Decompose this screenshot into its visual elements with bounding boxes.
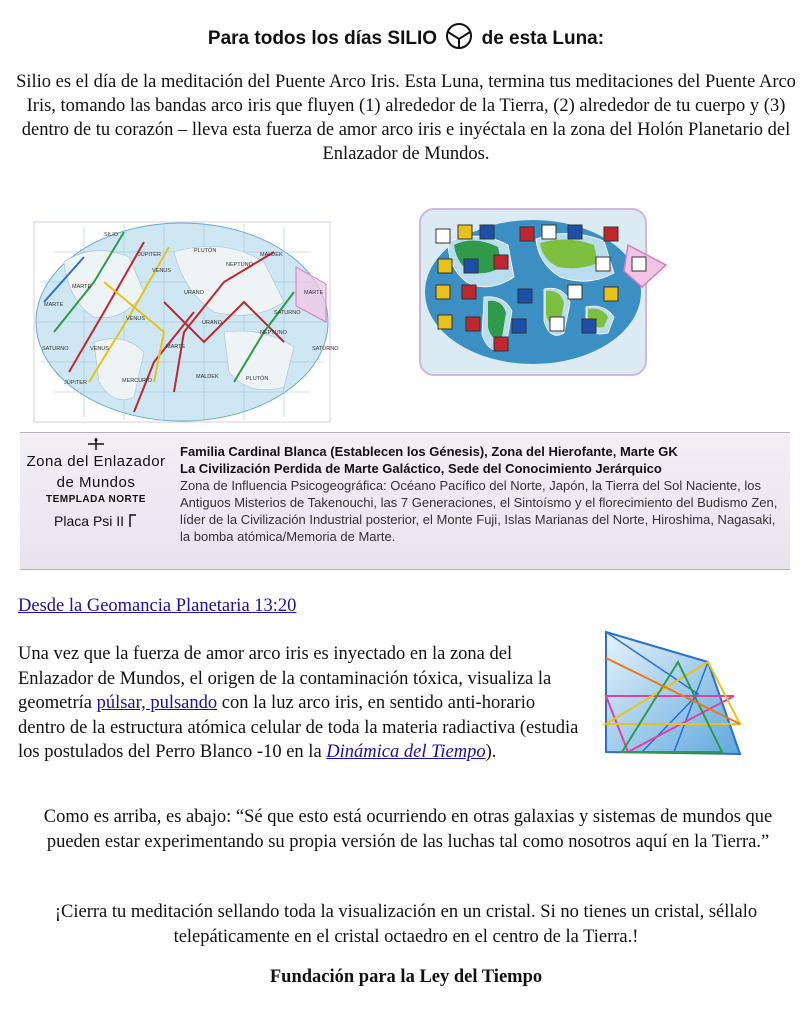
map-label: PLUTÓN (246, 376, 269, 382)
as-above-paragraph: Como es arriba, es abajo: “Sé que esto está ocurriendo en otras galaxias y sistemas de mundos que pueden estar experimentando su propia versión de las luchas tal como nosotros aquí en la Tierra.” (43, 807, 773, 852)
map-label: JÚPITER (64, 380, 87, 386)
map-label: JÚPITER (138, 252, 161, 258)
closing-paragraph: ¡Cierra tu meditación sellando toda la visualización en un cristal. Si no tienes un cristal, séllalo telepáticamente en el cristal octaedro en el centro de la Tierra.! (54, 902, 758, 947)
planetary-holon-map-image (34, 222, 339, 422)
footer-signature: Fundación para la Ley del Tiempo (269, 967, 543, 987)
map-label: VENUS (152, 268, 171, 274)
geomancia-link[interactable]: Desde la Geomancia Planetaria 13:20 (18, 596, 297, 616)
map-label: MALDEK (196, 374, 219, 380)
pulsar-paragraph (18, 642, 586, 765)
silio-glyph-icon (444, 22, 474, 50)
map-label: PLUTÓN (194, 248, 217, 254)
para1-text-2: con la luz arco iris, en sentido anti-horario dentro de la estructura atómica celular de toda la materia radiactiva (estudia los postulados del Perro Blanco -10 en la (18, 693, 579, 762)
map-label: MALDEK (260, 252, 283, 258)
para1-text-1: Una vez que la fuerza de amor arco iris es inyectado en la zona del Enlazador de Mundos, el origen de la contaminación tóxica, visualiza la geometría (18, 644, 552, 713)
zone-subtitle: TEMPLADA NORTE (46, 494, 146, 505)
zone-description (180, 443, 786, 545)
dinamica-del-tiempo-link[interactable]: Dinámica del Tiempo (326, 742, 486, 762)
map-label: VENUS (126, 316, 145, 322)
map-label: URANO (202, 320, 222, 326)
map-label: MARTE (72, 284, 92, 290)
pulsar-link[interactable]: púlsar, pulsando (96, 693, 218, 713)
map-label: VENUS (90, 346, 109, 352)
zone-plate-label: Placa Psi II (54, 513, 125, 529)
zone-plate (20, 513, 172, 529)
map-label: SATURNO (274, 310, 301, 316)
intro-paragraph: Silio es el día de la meditación del Puente Arco Iris. Esta Luna, termina tus meditaciones del Puente Arco Iris, tomando las bandas arco iris que fluyen (1) alrededor de la Tierra, (2) alrededor de tu cuerpo y (3) dentro de tu corazón – lleva esta fuerza de amor arco iris e inyéctala en la zona del Holón Planetario del Enlazador de Mundos. (16, 72, 796, 164)
map-label: SATURNO (42, 346, 69, 352)
zone-name-line2: de Mundos (56, 474, 136, 491)
heading-after: de esta Luna: (481, 28, 605, 49)
zone-banner (20, 432, 790, 570)
heading-before: Para todos los días SILIO (207, 28, 438, 49)
map-label: NEPTUNO (260, 330, 287, 336)
map-label: NEPTUNO (226, 262, 253, 268)
pulsar-geometry-image (602, 628, 744, 760)
map-label: URANO (184, 290, 204, 296)
zone-name-line1: Zona del Enlazador (26, 453, 166, 470)
map-label: SILIO (104, 232, 119, 238)
zone-body: Zona de Influencia Psicogeográfica: Océano Pacífico del Norte, Japón, la Tierra del Sol Naciente, los Antiguos Misterios de Takenouchi, las 7 Generaciones, el Sintoísmo y el florecimiento del Budismo Zen, líder de la Civilización Industrial posterior, el Monte Fuji, Islas Marianas del Norte, Hiroshima, Nagasaki, la bomba atómica/Memoria de Marte. (180, 478, 778, 544)
map-label: MARTE (304, 290, 324, 296)
zone-name (20, 451, 172, 493)
map-label: MARTE (166, 344, 186, 350)
plate-arrow-icon (128, 513, 138, 527)
zone-title-block (20, 433, 172, 569)
para1-text-3: ). (485, 742, 497, 762)
page-heading (0, 22, 812, 50)
zone-title-2: La Civilización Perdida de Marte Galáctico, Sede del Conocimiento Jerárquico (180, 461, 662, 476)
zone-title-1: Familia Cardinal Blanca (Establecen los Génesis), Zona del Hierofante, Marte GK (180, 444, 678, 459)
map-label: SATURNO (312, 346, 339, 352)
map-label: MERCURIO (122, 378, 152, 384)
zone-emblem-icon (82, 437, 110, 451)
map-label: MARTE (44, 302, 64, 308)
solar-seals-world-map-image (418, 207, 672, 377)
